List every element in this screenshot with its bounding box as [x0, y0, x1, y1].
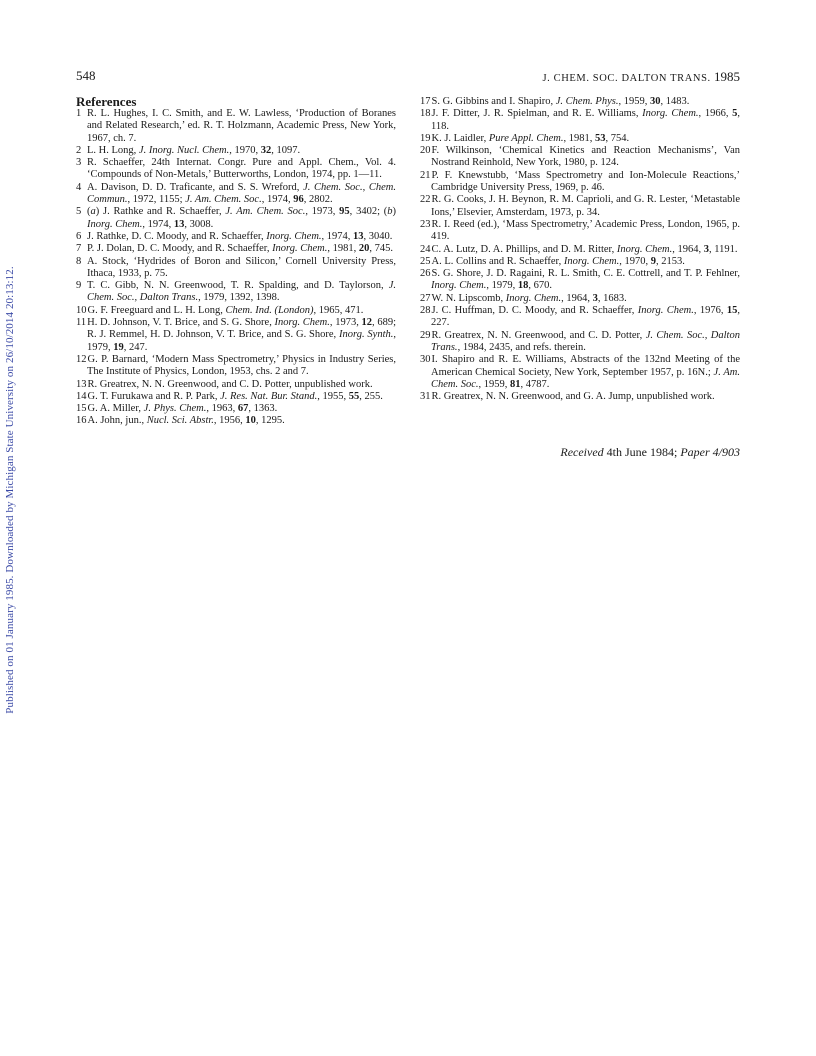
reference-item	[420, 293, 740, 305]
reference-text: J. C. Huffman, D. C. Moody, and R. Schaeffer,	[431, 305, 638, 317]
reference-text: , 118.	[431, 108, 740, 132]
reference-text: , 1959,	[618, 96, 650, 107]
reference-item	[76, 317, 396, 354]
reference-text: J. Res. Nat. Bur. Stand.	[220, 390, 318, 402]
reference-item	[76, 256, 396, 281]
reference-item	[420, 219, 740, 244]
reference-text: , 1974,	[142, 218, 174, 230]
reference-text: J. Am. Chem. Soc.	[185, 194, 262, 206]
reference-text: G. A. Miller,	[87, 403, 144, 415]
reference-item	[420, 256, 740, 268]
reference-text: Inorg. Chem.	[431, 280, 487, 292]
reference-text: J. Inorg. Nucl. Chem.	[138, 144, 230, 156]
reference-text: , 689; R. J. Remmel, H. D. Johnson, V. T. Brice, and S. G. Shore,	[87, 317, 397, 341]
reference-text: , 1965, 471.	[313, 304, 364, 316]
reference-text: Inorg. Synth.	[339, 329, 394, 341]
reference-number: 14	[76, 390, 87, 402]
reference-text: , 1097.	[271, 144, 301, 156]
reference-text: , 247.	[123, 341, 148, 353]
reference-item	[420, 170, 740, 195]
reference-text: S. G. Shore, J. D. Ragaini, R. L. Smith, C. E. Cottrell, and T. P. Fehlner,	[431, 268, 740, 280]
reference-number: 27	[420, 292, 431, 304]
reference-text: 15	[726, 305, 738, 317]
reference-text: A. John, jun.,	[87, 415, 147, 427]
reference-text: , 4787.	[520, 378, 550, 390]
reference-text: Inorg. Chem.	[87, 218, 143, 230]
reference-text: , 1964,	[672, 243, 704, 255]
reference-text: W. N. Lipscomb,	[431, 292, 506, 304]
reference-text: , 1970,	[619, 255, 651, 267]
reference-text: , 1483.	[660, 96, 690, 107]
reference-text: 5	[732, 108, 738, 120]
reference-number: 24	[420, 243, 431, 255]
references-column-right	[420, 96, 740, 403]
reference-number: 19	[420, 132, 431, 144]
reference-text: P. J. Dolan, D. C. Moody, and R. Schaeffer,	[87, 243, 273, 255]
reference-number: 10	[76, 304, 87, 316]
reference-text: Inorg. Chem.	[272, 243, 328, 255]
reference-text: S. G. Gibbins and I. Shapiro,	[431, 96, 556, 107]
reference-text: , 1974,	[321, 230, 354, 242]
reference-text: , 1295.	[255, 415, 285, 427]
reference-text: 18	[517, 280, 529, 292]
reference-item	[76, 145, 396, 157]
reference-item	[420, 305, 740, 330]
reference-text: G. F. Freeguard and L. H. Long,	[87, 304, 226, 316]
received-date: 4th June 1984;	[606, 445, 678, 459]
reference-text: J. Rathke, D. C. Moody, and R. Schaeffer,	[87, 230, 267, 242]
reference-text: 12	[361, 317, 373, 329]
reference-number: 2	[76, 144, 82, 156]
reference-text: R. L. Hughes, I. C. Smith, and E. W. Lawless, ‘Production of Boranes and Related Research,’ ed. R. T. Holzmann, Academic Press, New York, 1967, ch. 7.	[87, 108, 396, 144]
reference-number: 11	[76, 317, 87, 329]
reference-text: Chem. Ind. (London)	[225, 304, 314, 316]
reference-text: a	[90, 206, 96, 218]
reference-item	[420, 268, 740, 293]
reference-number: 4	[76, 181, 82, 193]
reference-text: , 1973,	[305, 206, 340, 218]
reference-text: T. C. Gibb, N. N. Greenwood, T. R. Spalding, and D. Taylorson,	[87, 280, 389, 292]
reference-text: R. Greatrex, N. N. Greenwood, and C. D. Potter, unpublished work.	[87, 378, 373, 390]
reference-item	[76, 243, 396, 255]
reference-text: ) J. Rathke and R. Schaeffer,	[95, 206, 226, 218]
reference-number: 23	[420, 218, 431, 230]
download-stamp-text: Published on 01 January 1985. Downloaded by Michigan State University on 26/10/2014 20:13:12.	[4, 266, 16, 714]
reference-number: 3	[76, 157, 82, 169]
paper-number: Paper 4/903	[680, 445, 740, 459]
reference-item	[76, 182, 396, 207]
reference-text: 96	[293, 194, 304, 206]
reference-text: R. Greatrex, N. N. Greenwood, and C. D. Potter,	[431, 329, 646, 341]
reference-text: , 3402; (	[349, 206, 388, 218]
references-heading: References	[76, 94, 137, 109]
reference-item	[76, 108, 396, 145]
reference-text: L. H. Long,	[87, 144, 139, 156]
reference-text: , 670.	[528, 280, 552, 292]
reference-number: 28	[420, 305, 431, 317]
reference-text: , 754.	[605, 132, 630, 144]
reference-text: R. I. Reed (ed.), ‘Mass Spectrometry,’ Academic Press, London, 1965, p. 419.	[431, 218, 740, 243]
reference-text: J. Chem. Soc., Chem. Commun.	[87, 181, 396, 206]
reference-number: 25	[420, 255, 431, 267]
reference-item	[76, 280, 396, 305]
reference-text: J. Am. Chem. Soc.	[225, 206, 306, 218]
reference-text: 3	[592, 292, 598, 304]
reference-text: G. P. Barnard, ‘Modern Mass Spectrometry,’ Physics in Industry Series, The Institute of Physics, London, 1953, chs. 2 and 7.	[87, 353, 396, 378]
reference-text: J. Chem. Phys.	[555, 96, 619, 107]
reference-text: , 745.	[369, 243, 394, 255]
reference-text: , 3040.	[363, 230, 393, 242]
reference-text: 19	[113, 341, 124, 353]
reference-text: 13	[173, 218, 185, 230]
reference-text: , 1955,	[317, 390, 349, 402]
reference-text: H. D. Johnson, V. T. Brice, and S. G. Shore,	[87, 317, 275, 329]
reference-item	[76, 415, 396, 427]
reference-item	[76, 379, 396, 391]
reference-text: Inorg. Chem.	[266, 230, 322, 242]
reference-text: R. G. Cooks, J. H. Beynon, R. M. Caprioli, and G. R. Lester, ‘Metastable Ions,’ Elsevier, Amsterdam, 1973, p. 34.	[431, 194, 740, 218]
reference-number: 17	[420, 96, 431, 107]
reference-item	[420, 194, 740, 219]
journal-title	[542, 69, 740, 85]
reference-text: , 255.	[359, 390, 383, 402]
reference-text: Inorg. Chem.	[642, 108, 699, 120]
reference-text: 53	[595, 132, 606, 144]
reference-text: , 1966,	[698, 108, 733, 120]
reference-number: 22	[420, 194, 431, 206]
reference-item	[420, 96, 740, 108]
reference-text: 67	[237, 403, 249, 415]
reference-text: , 1979, 1392, 1398.	[198, 292, 280, 304]
reference-item	[76, 231, 396, 243]
reference-text: , 1363.	[248, 403, 278, 415]
reference-text: 95	[339, 206, 350, 218]
reference-item	[76, 354, 396, 379]
reference-text: , 1683.	[597, 292, 627, 304]
reference-number: 7	[76, 243, 82, 255]
reference-text: , 1964,	[561, 292, 593, 304]
reference-text: G. T. Furukawa and R. P. Park,	[87, 390, 221, 402]
reference-text: , 1974,	[261, 194, 294, 206]
reference-item	[420, 391, 740, 403]
reference-number: 13	[76, 378, 87, 390]
reference-text: , 2802.	[303, 194, 333, 206]
reference-text: 13	[353, 230, 364, 242]
reference-item	[420, 330, 740, 355]
reference-item	[420, 145, 740, 170]
reference-text: A. L. Collins and R. Schaeffer,	[431, 255, 564, 267]
reference-number: 9	[76, 280, 82, 292]
reference-text: , 1981,	[563, 132, 595, 144]
reference-text: Inorg. Chem.	[563, 255, 620, 267]
reference-item	[76, 157, 396, 182]
reference-text: , 1963,	[206, 403, 238, 415]
reference-text: , 1959,	[478, 378, 511, 390]
reference-text: , 1191.	[708, 243, 738, 255]
reference-number: 18	[420, 108, 431, 120]
reference-text: 30	[649, 96, 661, 107]
reference-text: )	[392, 206, 397, 218]
download-stamp	[3, 180, 17, 800]
reference-text: Nucl. Sci. Abstr.	[146, 415, 214, 427]
reference-text: J. Chem. Soc., Dalton Trans.	[87, 280, 396, 304]
reference-number: 8	[76, 255, 82, 267]
reference-text: b	[387, 206, 393, 218]
reference-number: 31	[420, 391, 431, 403]
reference-text: 55	[348, 390, 360, 402]
reference-text: R. Schaeffer, 24th Internat. Congr. Pure and Appl. Chem., Vol. 4. ‘Compounds of Non-Metals,’ Butterworths, London, 1974, pp. 1—11.	[87, 157, 396, 181]
reference-text: Pure Appl. Chem.	[488, 132, 564, 144]
reference-item	[76, 305, 396, 317]
reference-text: J. Phys. Chem.	[143, 403, 207, 415]
received-prefix: Received	[560, 445, 604, 459]
reference-text: 10	[245, 415, 256, 427]
received-line	[560, 445, 740, 460]
reference-number: 15	[76, 403, 87, 415]
reference-number: 6	[76, 230, 82, 242]
reference-text: R. Greatrex, N. N. Greenwood, and G. A. Jump, unpublished work.	[431, 391, 715, 403]
reference-text: J. Chem. Soc., Dalton Trans.	[431, 329, 740, 353]
reference-number: 29	[420, 329, 431, 341]
journal-name: J. CHEM. SOC. DALTON TRANS.	[542, 73, 711, 84]
reference-item	[420, 354, 740, 391]
page-number: 548	[76, 68, 96, 83]
reference-text: 3	[703, 243, 709, 255]
reference-text: , 1970,	[229, 144, 261, 156]
reference-item	[420, 244, 740, 256]
reference-text: , 1979,	[486, 280, 518, 292]
reference-text: , 1973,	[329, 317, 362, 329]
reference-text: C. A. Lutz, D. A. Phillips, and D. M. Ritter,	[431, 243, 617, 255]
reference-text: 81	[510, 378, 521, 390]
reference-number: 16	[76, 415, 87, 427]
reference-text: J. F. Ditter, J. R. Spielman, and R. E. Williams,	[431, 108, 643, 120]
reference-text: P. F. Knewstubb, ‘Mass Spectrometry and Ion-Molecule Reactions,’ Cambridge University Press, 1969, p. 46.	[431, 169, 740, 194]
references-column-left	[76, 108, 396, 428]
reference-number: 1	[76, 108, 82, 119]
reference-item	[76, 391, 396, 403]
reference-text: J. Am. Chem. Soc.	[431, 366, 741, 390]
reference-number: 12	[76, 353, 87, 365]
reference-item	[76, 403, 396, 415]
reference-text: (	[87, 206, 91, 218]
reference-text: I. Shapiro and R. E. Williams, Abstracts of the 132nd Meeting of the American Chemical Society, New York, September 1957, p. 16N.;	[431, 354, 740, 378]
reference-text: 20	[358, 243, 370, 255]
reference-item	[76, 206, 396, 231]
reference-item	[420, 108, 740, 133]
reference-text: , 227.	[431, 305, 740, 329]
reference-text: , 1979,	[87, 329, 396, 353]
reference-text: 9	[650, 255, 656, 267]
reference-text: Inorg. Chem.	[505, 292, 562, 304]
page-header	[76, 68, 740, 86]
reference-number: 30	[420, 354, 431, 366]
reference-text: , 2153.	[655, 255, 685, 267]
reference-text: , 1976,	[693, 305, 727, 317]
reference-number: 5	[76, 206, 82, 218]
reference-text: , 3008.	[184, 218, 214, 230]
reference-text: F. Wilkinson, ‘Chemical Kinetics and Reaction Mechanisms’, Van Nostrand Reinhold, New York, 1980, p. 124.	[431, 145, 740, 169]
reference-number: 21	[420, 169, 431, 181]
reference-text: , 1956,	[213, 415, 246, 427]
reference-text: A. Davison, D. D. Traficante, and S. S. Wreford,	[87, 181, 304, 193]
reference-text: , 1972, 1155;	[127, 194, 186, 206]
reference-number: 20	[420, 145, 431, 157]
reference-number: 26	[420, 268, 431, 280]
reference-text: K. J. Laidler,	[431, 132, 489, 144]
reference-text: Inorg. Chem.	[637, 305, 694, 317]
reference-text: , 1981,	[327, 243, 359, 255]
reference-text: 32	[260, 144, 272, 156]
journal-year: 1985	[714, 69, 740, 84]
reference-text: A. Stock, ‘Hydrides of Boron and Silicon,’ Cornell University Press, Ithaca, 1933, p. 75.	[87, 255, 396, 279]
reference-text: , 1984, 2435, and refs. therein.	[457, 341, 586, 353]
reference-item	[420, 133, 740, 145]
reference-text: Inorg. Chem.	[274, 317, 330, 329]
reference-text: Inorg. Chem.	[616, 243, 673, 255]
